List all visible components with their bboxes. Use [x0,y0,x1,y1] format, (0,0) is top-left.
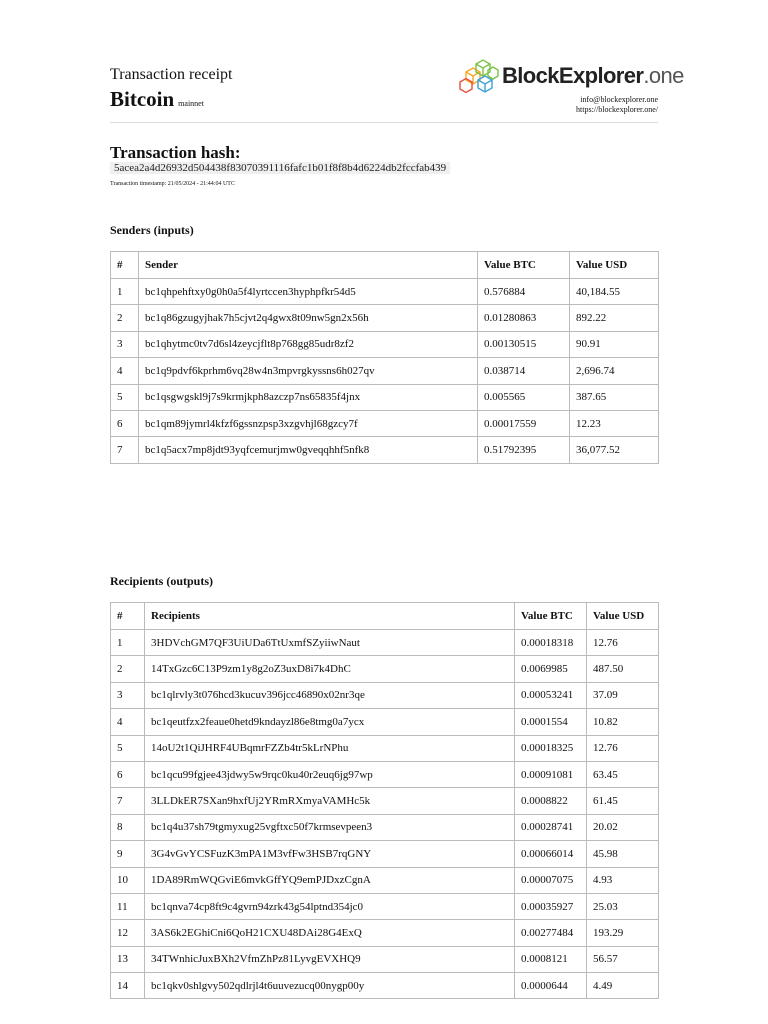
value-usd: 2,696.74 [570,358,659,384]
value-usd: 56.57 [587,946,659,972]
row-index: 8 [111,814,145,840]
recipient-address: 3LLDkER7SXan9hxfUj2YRmRXmyaVAMHc5k [145,788,515,814]
recipient-address: bc1qcu99fgjee43jdwy5w9rqc0ku40r2euq6jg97wp [145,761,515,787]
hash-title: Transaction hash: [110,143,241,162]
sender-address: bc1qhytmc0tv7d6sl4zeycjflt8p768gg85udr8zf2 [139,331,478,357]
row-index: 3 [111,331,139,357]
value-usd: 4.49 [587,973,659,999]
blockexplorer-logo[interactable] [458,58,684,96]
col-value-btc: Value BTC [515,603,587,630]
row-index: 3 [111,682,145,708]
table-row [111,682,659,708]
value-usd: 487.50 [587,656,659,682]
recipients-header-row [111,603,659,630]
sender-address: bc1q5acx7mp8jdt93yqfcemurjmw0gveqqhhf5nfk8 [139,437,478,463]
table-row [111,437,659,463]
value-usd: 892.22 [570,305,659,331]
table-row [111,893,659,919]
value-btc: 0.0008121 [515,946,587,972]
value-btc: 0.0069985 [515,656,587,682]
header-divider [110,122,658,123]
col-value-usd: Value USD [570,252,659,279]
col-sender: Sender [139,252,478,279]
value-usd: 40,184.55 [570,279,659,305]
row-index: 12 [111,920,145,946]
value-usd: 90.91 [570,331,659,357]
row-index: 7 [111,788,145,814]
coin-title [110,87,204,112]
value-btc: 0.576884 [478,279,570,305]
value-usd: 20.02 [587,814,659,840]
value-btc: 0.00066014 [515,841,587,867]
value-usd: 12.76 [587,735,659,761]
row-index: 5 [111,735,145,761]
sender-address: bc1qsgwgskl9j7s9krmjkph8azczp7ns65835f4jnx [139,384,478,410]
value-btc: 0.00017559 [478,410,570,436]
value-btc: 0.00028741 [515,814,587,840]
value-usd: 37.09 [587,682,659,708]
value-usd: 12.23 [570,410,659,436]
row-index: 1 [111,630,145,656]
row-index: 4 [111,358,139,384]
table-row [111,920,659,946]
row-index: 2 [111,656,145,682]
value-btc: 0.00277484 [515,920,587,946]
row-index: 9 [111,841,145,867]
receipt-label: Transaction receipt [110,66,233,83]
value-btc: 0.0008822 [515,788,587,814]
table-row [111,761,659,787]
table-row [111,788,659,814]
value-usd: 387.65 [570,384,659,410]
logo-wordmark: BlockExplorer.one [502,63,684,88]
table-row [111,735,659,761]
recipient-address: 3HDVchGM7QF3UiUDa6TtUxmfSZyiiwNaut [145,630,515,656]
table-row [111,410,659,436]
recipient-address: bc1qkv0shlgvy502qdlrjl4t6uuvezucq00nygp00y [145,973,515,999]
value-btc: 0.01280863 [478,305,570,331]
value-usd: 12.76 [587,630,659,656]
value-usd: 36,077.52 [570,437,659,463]
row-index: 10 [111,867,145,893]
senders-table [110,251,659,464]
recipient-address: 1DA89RmWQGviE6mvkGffYQ9emPJDxzCgnA [145,867,515,893]
row-index: 11 [111,893,145,919]
senders-title: Senders (inputs) [110,223,194,237]
table-row [111,384,659,410]
value-usd: 61.45 [587,788,659,814]
value-btc: 0.005565 [478,384,570,410]
cube-cluster-icon [458,58,502,96]
value-usd: 193.29 [587,920,659,946]
recipient-address: bc1qlrvly3t076hcd3kucuv396jcc46890x02nr3qe [145,682,515,708]
row-index: 6 [111,761,145,787]
col-index: # [111,252,139,279]
value-btc: 0.00091081 [515,761,587,787]
row-index: 14 [111,973,145,999]
contact-email[interactable]: info@blockexplorer.one [580,95,658,104]
value-btc: 0.00035927 [515,893,587,919]
row-index: 1 [111,279,139,305]
col-value-btc: Value BTC [478,252,570,279]
recipient-address: bc1qnva74cp8ft9c4gvrn94zrk43g54lptnd354jc0 [145,893,515,919]
value-btc: 0.00018318 [515,630,587,656]
value-btc: 0.00053241 [515,682,587,708]
row-index: 2 [111,305,139,331]
row-index: 13 [111,946,145,972]
table-row [111,946,659,972]
recipient-address: 14TxGzc6C13P9zm1y8g2oZ3uxD8i7k4DhC [145,656,515,682]
table-row [111,279,659,305]
value-btc: 0.0000644 [515,973,587,999]
sender-address: bc1q9pdvf6kprhm6vq28w4n3mpvrgkyssns6h027qv [139,358,478,384]
contact-website[interactable]: https://blockexplorer.one/ [576,105,658,114]
recipient-address: bc1q4u37sh79tgmyxug25vgftxc50f7krmsevpeen3 [145,814,515,840]
recipients-title: Recipients (outputs) [110,574,214,588]
col-recipient: Recipients [145,603,515,630]
sender-address: bc1qhpehftxy0g0h0a5f4lyrtccen3hyphpfkr54d5 [139,279,478,305]
table-row [111,656,659,682]
value-btc: 0.0001554 [515,709,587,735]
value-usd: 63.45 [587,761,659,787]
col-value-usd: Value USD [587,603,659,630]
transaction-timestamp: Transaction timestamp: 21/05/2024 - 21:44:04 UTC [110,181,235,187]
row-index: 5 [111,384,139,410]
recipient-address: 3AS6k2EGhiCni6QoH21CXU48DAi28G4ExQ [145,920,515,946]
coin-name: Bitcoin [110,87,175,111]
row-index: 6 [111,410,139,436]
table-row [111,630,659,656]
value-btc: 0.038714 [478,358,570,384]
recipient-address: bc1qeutfzx2feaue0hetd9kndayzl86e8tmg0a7ycx [145,709,515,735]
value-usd: 10.82 [587,709,659,735]
value-btc: 0.00007075 [515,867,587,893]
table-row [111,709,659,735]
value-usd: 45.98 [587,841,659,867]
recipient-address: 34TWnhicJuxBXh2VfmZhPz81LyvgEVXHQ9 [145,946,515,972]
network-label: mainnet [178,99,204,108]
value-btc: 0.00130515 [478,331,570,357]
sender-address: bc1qm89jymrl4kfzf6gssnzpsp3xzgvhjl68gzcy7f [139,410,478,436]
col-index: # [111,603,145,630]
recipient-address: 14oU2t1QiJHRF4UBqmrFZZb4tr5kLrNPhu [145,735,515,761]
table-row [111,358,659,384]
value-usd: 4.93 [587,867,659,893]
value-btc: 0.00018325 [515,735,587,761]
table-row [111,867,659,893]
table-row [111,814,659,840]
senders-header-row [111,252,659,279]
row-index: 4 [111,709,145,735]
contact-info [576,95,658,115]
table-row [111,973,659,999]
table-row [111,331,659,357]
value-btc: 0.51792395 [478,437,570,463]
sender-address: bc1q86gzugyjhak7h5cjvt2q4gwx8t09nw5gn2x56h [139,305,478,331]
table-row [111,841,659,867]
transaction-hash: 5acea2a4d26932d504438f83070391116fafc1b01f8f8b4d6224db2fccfab439 [110,162,450,174]
table-row [111,305,659,331]
value-usd: 25.03 [587,893,659,919]
row-index: 7 [111,437,139,463]
recipients-table [110,602,659,999]
recipient-address: 3G4vGvYCSFuzK3mPA1M3vfFw3HSB7rqGNY [145,841,515,867]
